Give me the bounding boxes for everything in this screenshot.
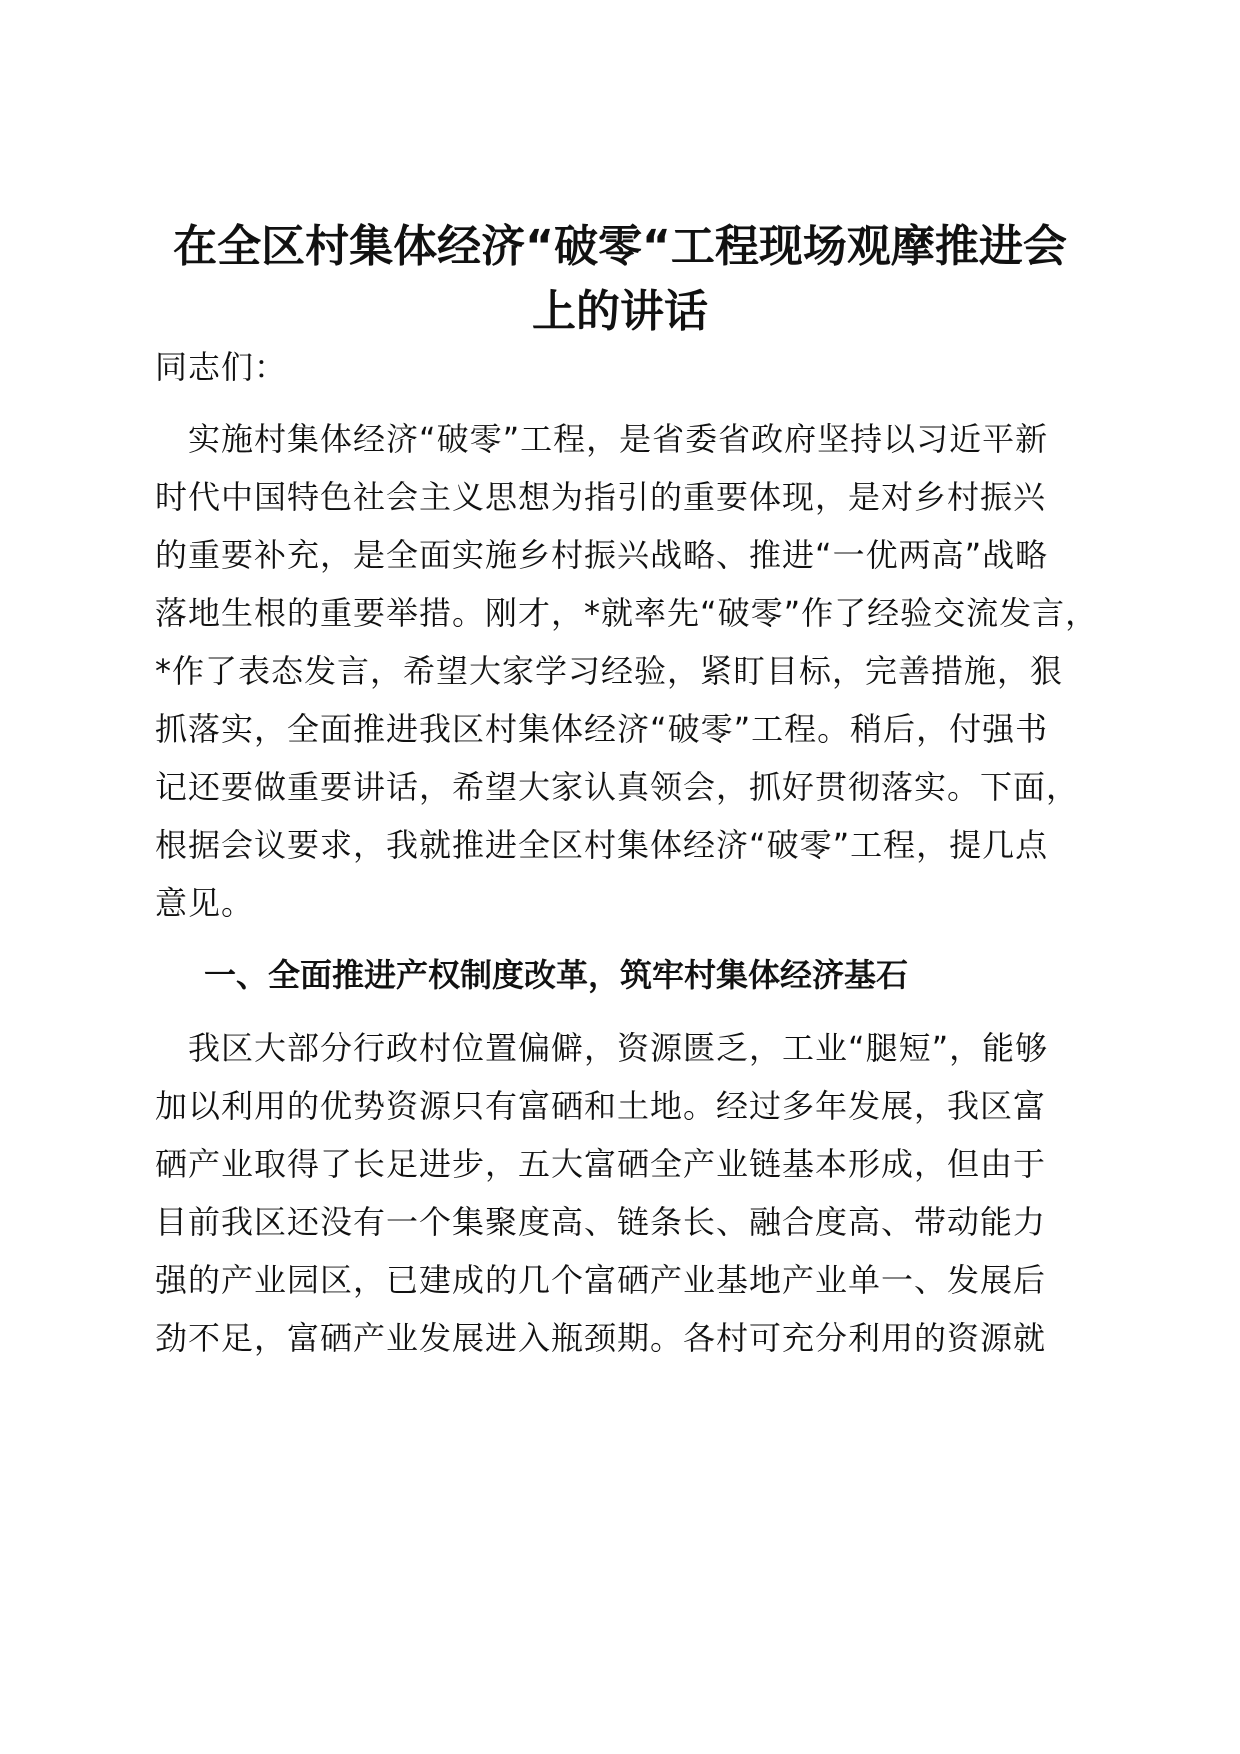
document-title-line-1: 在全区村集体经济“破零“工程现场观摩推进会	[173, 221, 1067, 272]
paragraph-line: 意见。	[155, 884, 255, 922]
paragraph-line: 硒产业取得了长足进步，五大富硒全产业链基本形成，但由于	[155, 1145, 1047, 1183]
paragraph-line: *作了表态发言，希望大家学习经验，紧盯目标，完善措施，狠	[155, 652, 1064, 690]
paragraph-line: 目前我区还没有一个集聚度高、链条长、融合度高、带动能力	[155, 1203, 1047, 1241]
salutation: 同志们：	[155, 348, 288, 386]
paragraph-line: 记还要做重要讲话，希望大家认真领会，抓好贯彻落实。下面，	[155, 768, 1080, 806]
paragraph-line: 实施村集体经济“破零”工程，是省委省政府坚持以习近平新	[155, 420, 1049, 458]
paragraph-line: 落地生根的重要举措。刚才，*就率先“破零”作了经验交流发言，	[155, 594, 1099, 632]
paragraph-line: 抓落实，全面推进我区村集体经济“破零”工程。稍后，付强书	[155, 710, 1049, 748]
document-title-line-2: 上的讲话	[532, 286, 708, 337]
paragraph-line: 我区大部分行政村位置偏僻，资源匮乏，工业“腿短”，能够	[155, 1029, 1049, 1067]
section-1-heading: 一、全面推进产权制度改革，筑牢村集体经济基石	[204, 956, 909, 994]
paragraph-line: 根据会议要求，我就推进全区村集体经济“破零”工程，提几点	[155, 826, 1049, 864]
paragraph-line: 的重要补充，是全面实施乡村振兴战略、推进“一优两高”战略	[155, 536, 1049, 574]
paragraph-line: 加以利用的优势资源只有富硒和土地。经过多年发展，我区富	[155, 1087, 1047, 1125]
paragraph-line: 强的产业园区，已建成的几个富硒产业基地产业单一、发展后	[155, 1261, 1047, 1299]
paragraph-line: 劲不足，富硒产业发展进入瓶颈期。各村可充分利用的资源就	[155, 1319, 1047, 1357]
paragraph-line: 时代中国特色社会主义思想为指引的重要体现，是对乡村振兴	[155, 478, 1047, 516]
